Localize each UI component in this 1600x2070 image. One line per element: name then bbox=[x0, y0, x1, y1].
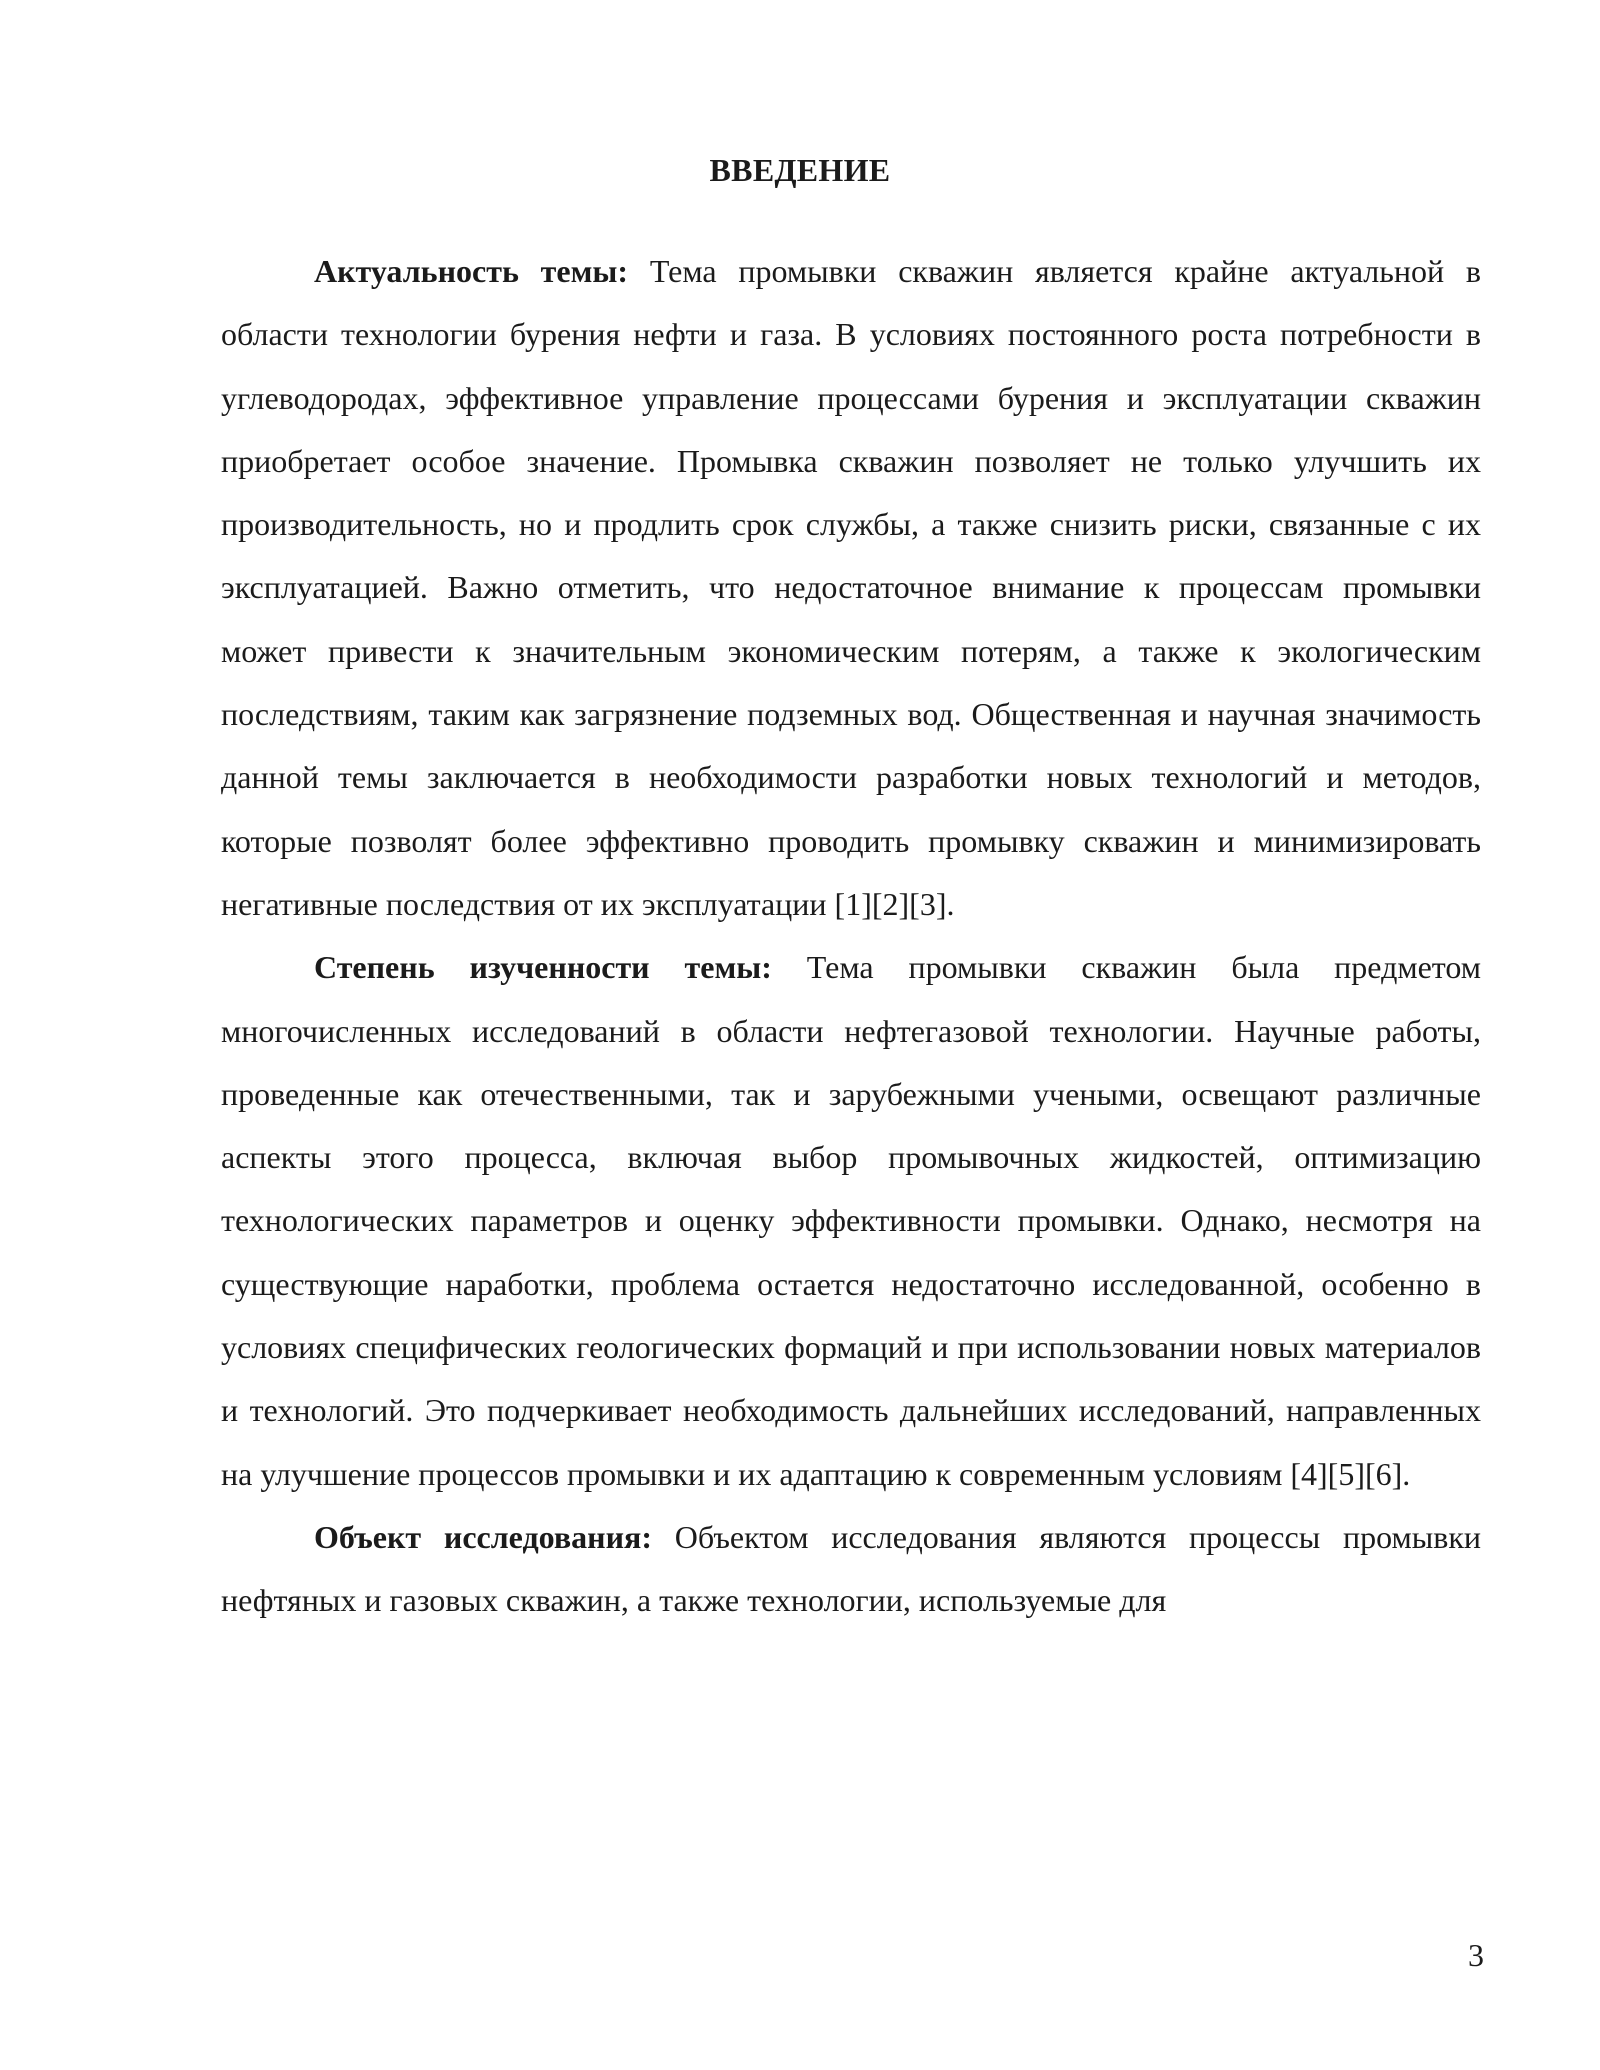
page-number: 3 bbox=[1468, 1937, 1484, 1973]
paragraph-text: Тема промывки скважин была предметом многочисленных исследований в области нефтегазовой технологии. Научные работы, проведенные как отечественными, так и зарубежными учеными, освещают различные аспекты этого процесса, включая выбор промывочных жидкостей, оптимизацию технологических параметров и оценку эффективности промывки. Однако, несмотря на существующие наработки, проблема остается недостаточно исследованной, особенно в условиях специфических геологических формаций и при использовании новых материалов и технологий. Это подчеркивает необходимость дальнейших исследований, направленных на улучшение процессов промывки и их адаптацию к современным условиям [4][5][6]. bbox=[221, 949, 1482, 1492]
paragraph-research-object bbox=[221, 1506, 1481, 1633]
paragraph-lead: Объект исследования: bbox=[314, 1518, 652, 1555]
paragraph-degree-of-study bbox=[221, 936, 1481, 1506]
paragraph-lead: Степень изученности темы: bbox=[314, 949, 772, 986]
body-text bbox=[221, 240, 1481, 1633]
paragraph-relevance bbox=[221, 240, 1481, 936]
section-heading: ВВЕДЕНИЕ bbox=[709, 152, 891, 188]
paragraph-text: Объектом исследования являются процессы промывки нефтяных и газовых скважин, а также технологии, используемые для bbox=[221, 1518, 1482, 1619]
paragraph-text: Тема промывки скважин является крайне актуальной в области технологии бурения нефти и газа. В условиях постоянного роста потребности в углеводородах, эффективное управление процессами бурения и эксплуатации скважин приобретает особое значение. Промывка скважин позволяет не только улучшить их производительность, но и продлить срок службы, а также снизить риски, связанные с их эксплуатацией. Важно отметить, что недостаточное внимание к процессам промывки может привести к значительным экономическим потерям, а также к экологическим последствиям, таким как загрязнение подземных вод. Общественная и научная значимость данной темы заключается в необходимости разработки новых технологий и методов, которые позволят более эффективно проводить промывку скважин и минимизировать негативные последствия от их эксплуатации [1][2][3]. bbox=[221, 253, 1482, 922]
paragraph-lead: Актуальность темы: bbox=[314, 253, 629, 289]
